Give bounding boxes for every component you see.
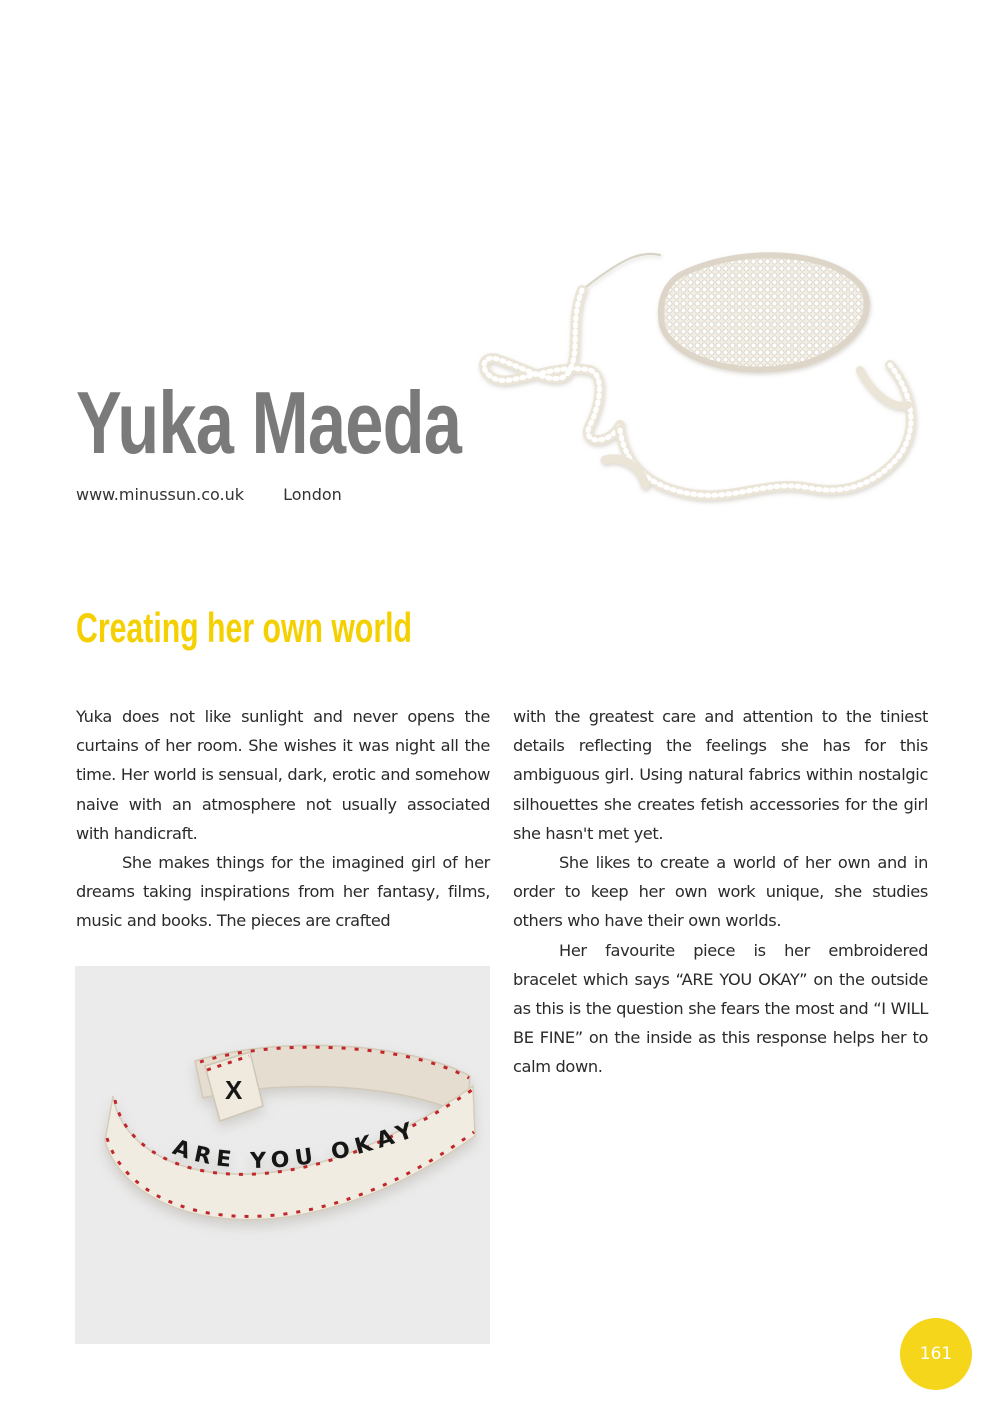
bracelet-photo [75, 966, 490, 1344]
artist-city: London [283, 485, 342, 504]
bracelet-illustration [75, 966, 490, 1344]
bracelet-text-path: ARE YOU OKAY [169, 1116, 422, 1175]
page-number: 161 [919, 1344, 953, 1364]
article-heading: Creating her own world [76, 604, 413, 651]
paragraph: Yuka does not like sunlight and never opens the curtains of her room. She wishes it was night all the time. Her world is sensual, dark, erotic and somehow naive with an atmosphere not usually associated with handicraft. [76, 707, 490, 843]
page-number-badge [900, 1318, 972, 1390]
necklace-photo [470, 230, 940, 560]
paragraph: Her favourite piece is her embroidered bracelet which says “ARE YOU OKAY” on the outside as this is the question she fears the most and “I WILL BE FINE” on the inside as this response helps her to calm down. [513, 940, 928, 1077]
paragraph: She likes to create a world of her own and in order to keep her own work unique, she studies others who have their own worlds. [513, 853, 928, 931]
paragraph: She makes things for the imagined girl of her dreams taking inspirations from her fantasy, films, music and books. The pieces are crafted [76, 853, 490, 931]
right-text-column [513, 702, 928, 1082]
artist-meta [76, 485, 342, 504]
artist-name: Yuka Maeda [76, 373, 462, 472]
left-text-column [76, 702, 490, 936]
cross-mark: X [225, 1075, 243, 1105]
artist-website[interactable]: www.minussun.co.uk [76, 485, 245, 504]
paragraph: with the greatest care and attention to the tiniest details reflecting the feelings she has for this ambiguous girl. Using natural fabrics within nostalgic silhouettes she creates fetish accessories for the girl she hasn't met yet. [513, 707, 928, 843]
